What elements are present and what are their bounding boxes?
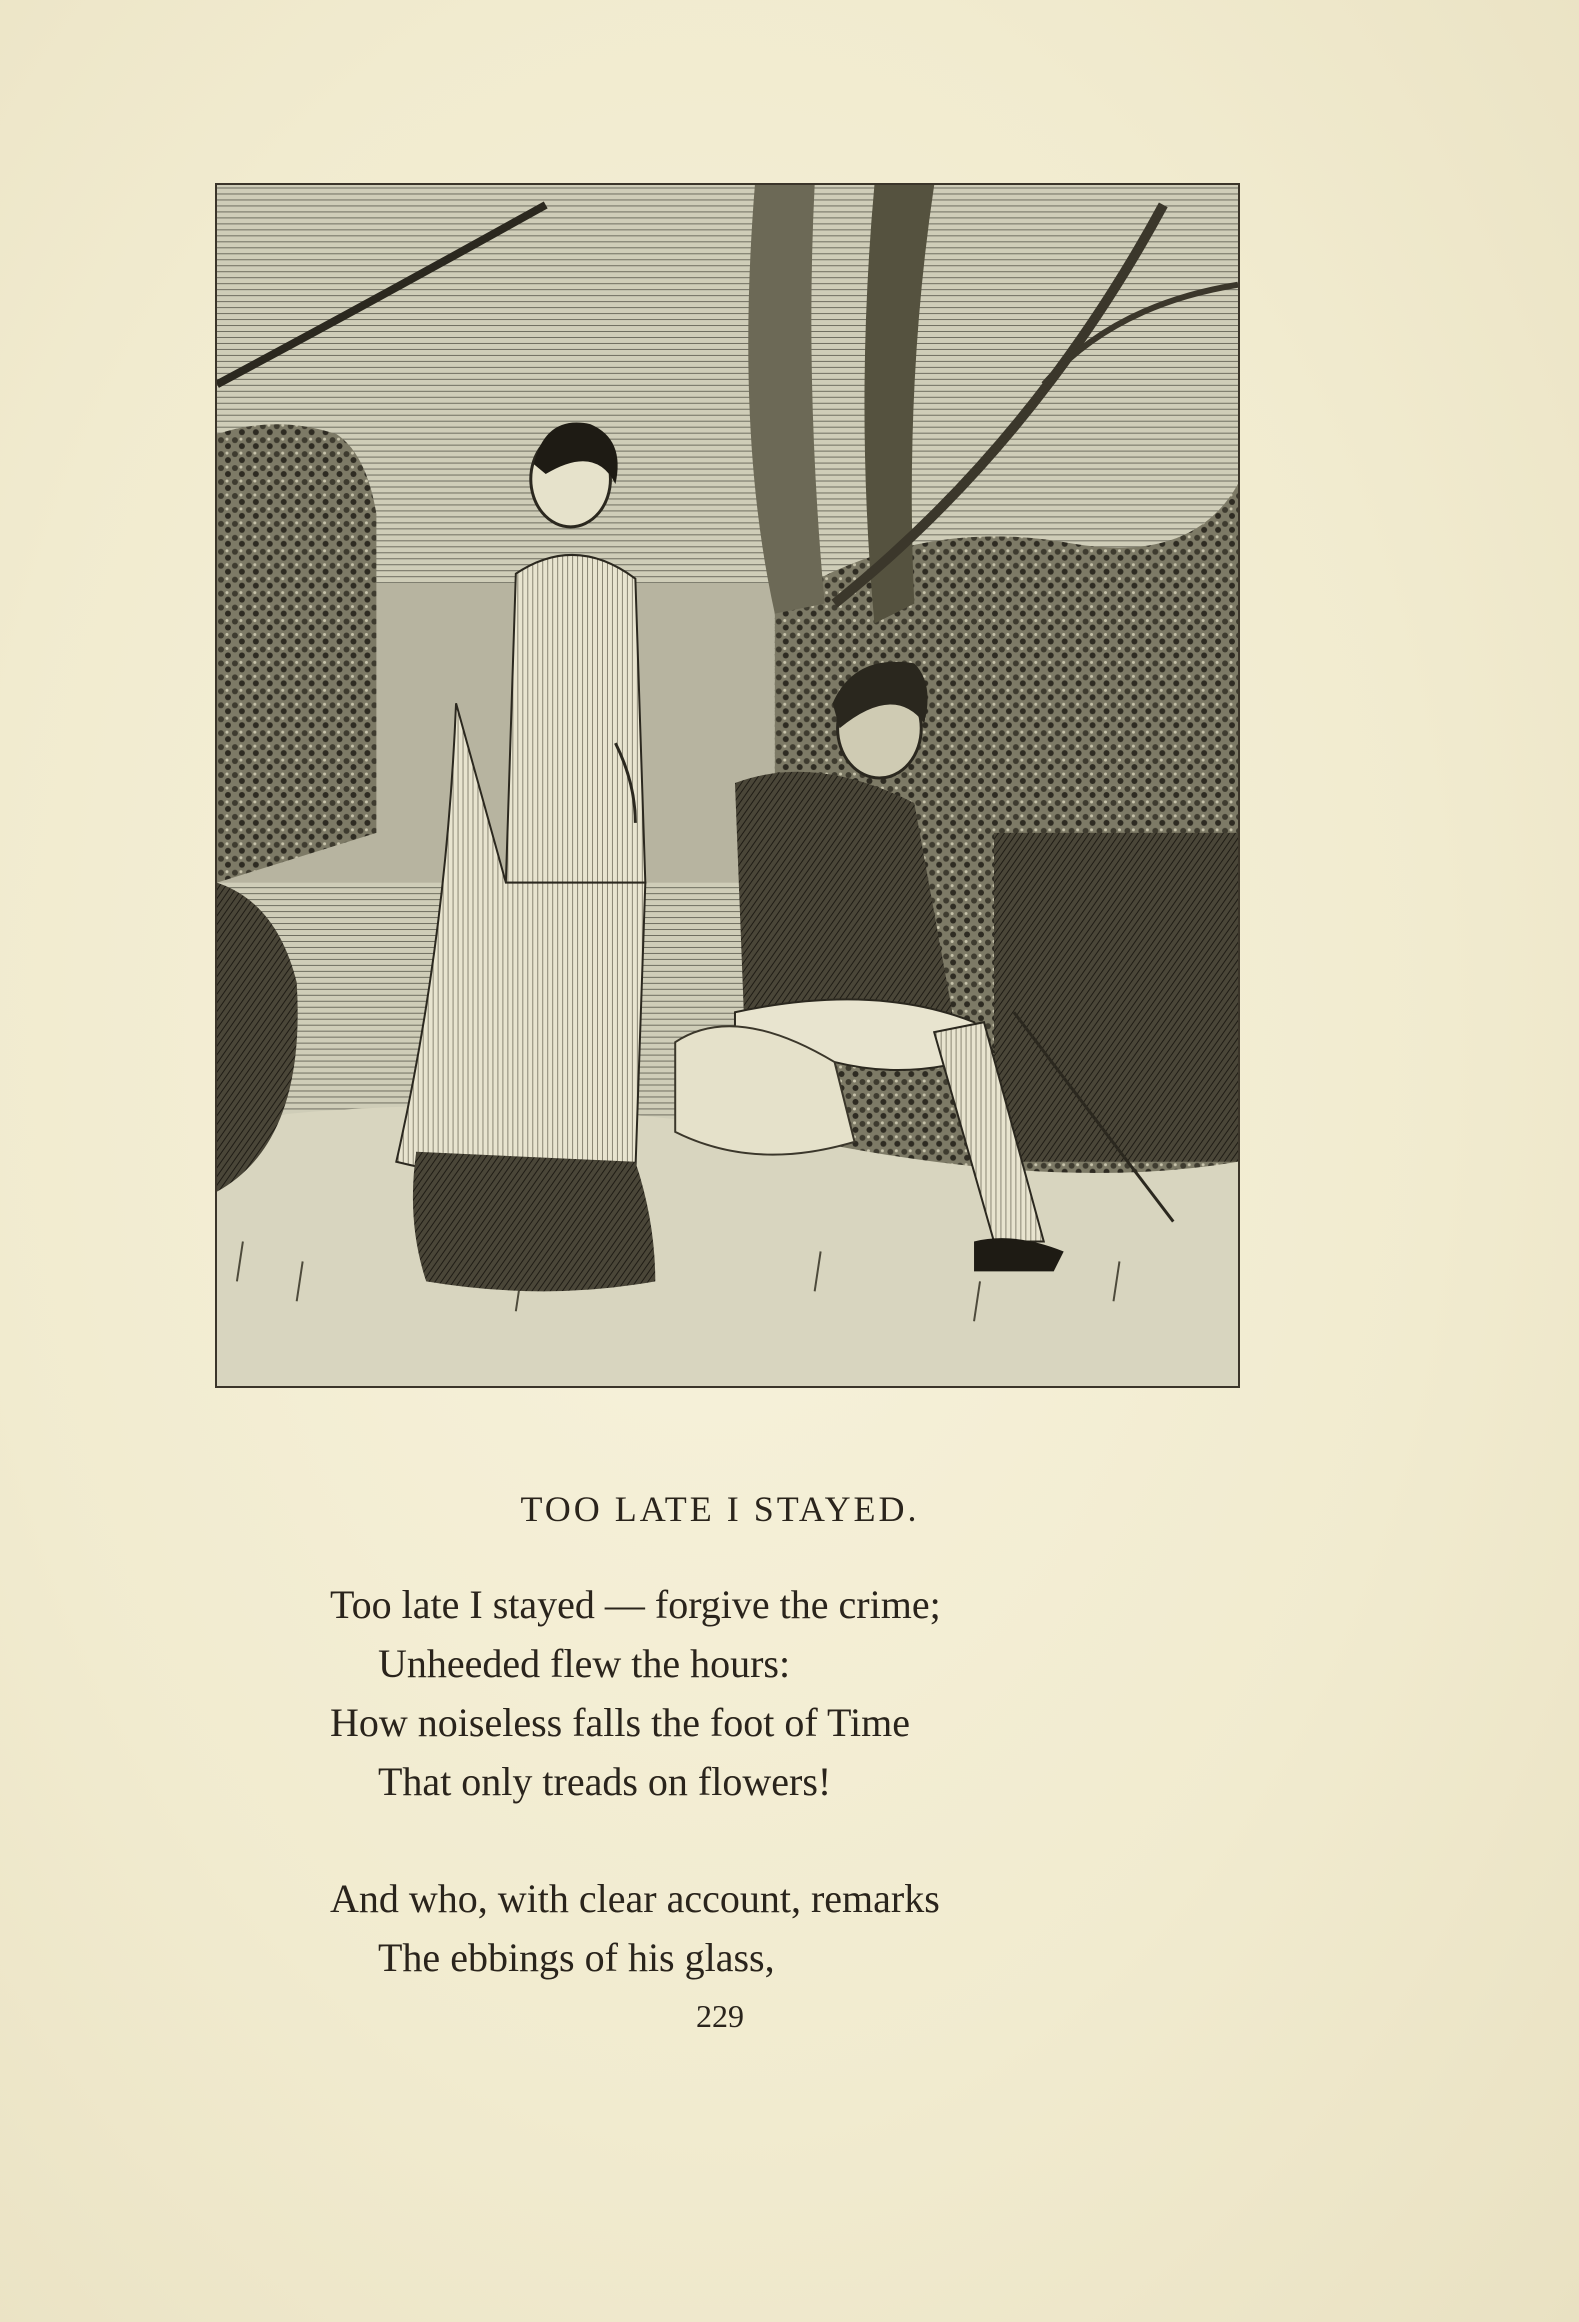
poem-title: TOO LATE I STAYED. [520,1489,920,1529]
engraving-scene [217,185,1238,1386]
poem-line: Too late I stayed — forgive the crime; [330,1582,941,1627]
engraving-illustration [215,183,1240,1388]
poem-line: That only treads on flowers! [378,1759,832,1804]
poem-line: The ebbings of his glass, [378,1935,775,1980]
poem-line: And who, with clear account, remarks [330,1876,940,1921]
left-trees [217,424,376,882]
stanza-break [330,1811,941,1869]
poem-line: Unheeded flew the hours: [378,1641,791,1686]
page-number: 229 [696,1998,744,2034]
poem-line: How noiseless falls the foot of Time [330,1700,910,1745]
stone-wall [994,833,1238,1162]
poem-body [330,1575,941,1987]
